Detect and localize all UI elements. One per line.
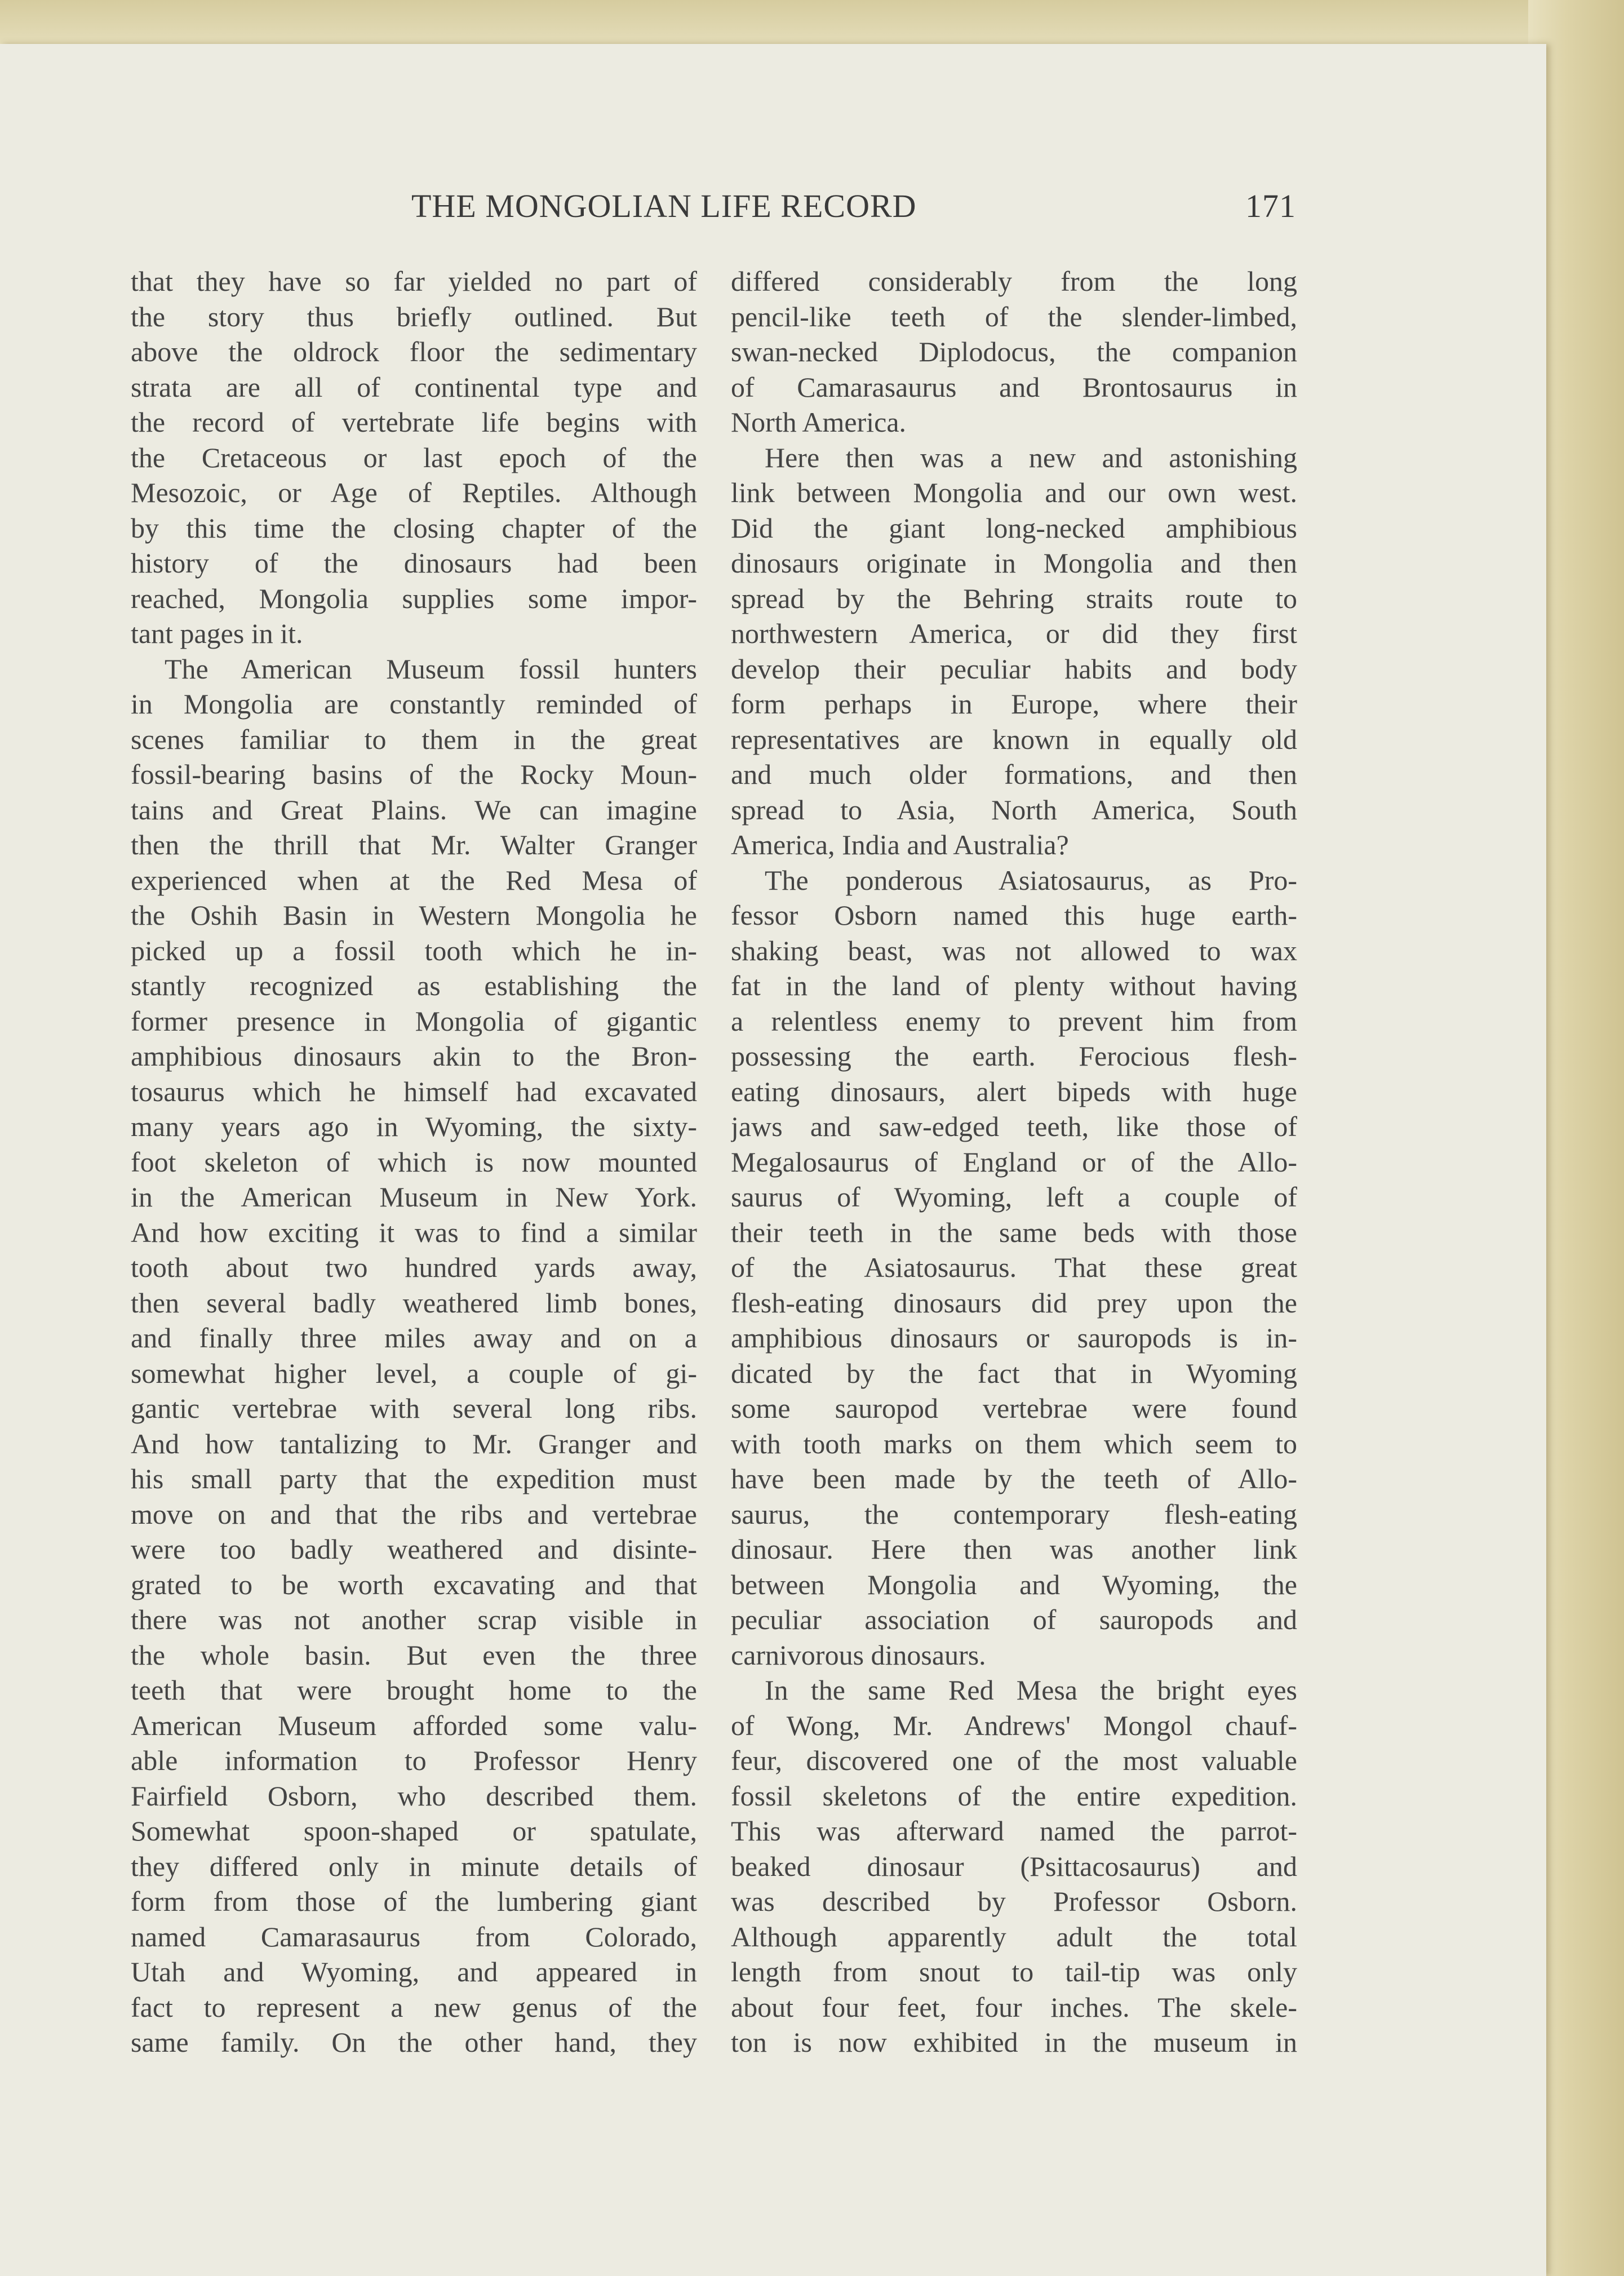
text-line: fat in the land of plenty without having [731,970,1297,1001]
text-line: the whole basin. But even the three [131,1639,697,1671]
text-line: This was afterward named the parrot- [731,1815,1297,1847]
text-line: of the Asiatosaurus. That these great [731,1252,1297,1283]
text-line: fact to represent a new genus of the [131,1991,697,2023]
text-line: foot skeleton of which is now mounted [131,1146,697,1178]
text-line: length from snout to tail-tip was only [731,1956,1297,1987]
text-line: dinosaurs originate in Mongolia and then [731,547,1297,579]
text-line: experienced when at the Red Mesa of [131,864,697,896]
text-line: have been made by the teeth of Allo- [731,1463,1297,1494]
text-line: Did the giant long-necked amphibious [731,512,1297,544]
text-line: they differed only in minute details of [131,1850,697,1882]
text-line: between Mongolia and Wyoming, the [731,1568,1297,1600]
text-line: in Mongolia are constantly reminded of [131,688,697,720]
text-line: possessing the earth. Ferocious flesh- [731,1040,1297,1072]
text-line: move on and that the ribs and vertebrae [131,1498,697,1530]
text-line: the record of vertebrate life begins with [131,406,697,438]
text-line: fessor Osborn named this huge earth- [731,899,1297,931]
text-line: fossil-bearing basins of the Rocky Moun- [131,758,697,790]
text-line: by this time the closing chapter of the [131,512,697,544]
text-line: form perhaps in Europe, where their [731,688,1297,720]
text-line: spread to Asia, North America, South [731,793,1297,826]
text-line: eating dinosaurs, alert bipeds with huge [731,1075,1297,1107]
text-line: history of the dinosaurs had been [131,547,697,579]
text-line: amphibious dinosaurs or sauropods is in- [731,1322,1297,1354]
text-line: spread by the Behring straits route to [731,582,1297,614]
text-line: form from those of the lumbering giant [131,1885,697,1917]
right-text-column [731,264,1297,2060]
text-line: ton is now exhibited in the museum in [731,2026,1297,2058]
text-line: tant pages in it. [131,618,303,649]
text-line: North America. [731,406,907,438]
text-line: that they have so far yielded no part of [131,265,697,297]
text-line: able information to Professor Henry [131,1745,697,1776]
text-line: with tooth marks on them which seem to [731,1427,1297,1459]
text-line: feur, discovered one of the most valuable [731,1745,1297,1776]
text-line: his small party that the expedition must [131,1463,697,1494]
text-line: swan-necked Diplodocus, the companion [731,336,1297,367]
text-line: shaking beast, was not allowed to wax [731,934,1297,966]
text-line: gantic vertebrae with several long ribs. [131,1392,697,1424]
text-line: peculiar association of sauropods and [731,1604,1297,1635]
text-line: differed considerably from the long [731,265,1297,297]
text-line: flesh-eating dinosaurs did prey upon the [731,1286,1297,1319]
back-sheet-edge [0,0,1624,51]
text-line: the story thus briefly outlined. But [131,300,697,332]
text-line: northwestern America, or did they first [731,618,1297,649]
text-line: tooth about two hundred yards away, [131,1252,697,1283]
text-line: saurus of Wyoming, left a couple of [731,1181,1297,1213]
text-line: stantly recognized as establishing the [131,970,697,1001]
text-line: Utah and Wyoming, and appeared in [131,1956,697,1987]
text-line: develop their peculiar habits and body [731,653,1297,685]
text-line: dicated by the fact that in Wyoming [731,1357,1297,1389]
text-line: strata are all of continental type and [131,371,697,403]
text-line: some sauropod vertebrae were found [731,1392,1297,1424]
text-line: and finally three miles away and on a [131,1322,697,1354]
text-line: were too badly weathered and disinte- [131,1533,697,1565]
text-line: saurus, the contemporary flesh-eating [731,1498,1297,1530]
text-line: named Camarasaurus from Colorado, [131,1920,697,1953]
text-line: in the American Museum in New York. [131,1181,697,1213]
page-number: 171 [1245,188,1296,224]
text-line: scenes familiar to them in the great [131,723,697,755]
text-line: above the oldrock floor the sedimentary [131,336,697,367]
text-line: Mesozoic, or Age of Reptiles. Although [131,477,697,508]
text-line: of Wong, Mr. Andrews' Mongol chauf- [731,1709,1297,1741]
text-line: of Camarasaurus and Brontosaurus in [731,371,1297,403]
book-page [0,44,1546,2276]
text-line: Megalosaurus of England or of the Allo- [731,1146,1297,1178]
text-line: there was not another scrap visible in [131,1604,697,1635]
text-line: tosaurus which he himself had excavated [131,1075,697,1107]
text-line: the Cretaceous or last epoch of the [131,441,697,473]
text-line: somewhat higher level, a couple of gi- [131,1357,697,1389]
text-line: And how exciting it was to find a similar [131,1216,697,1248]
text-line: amphibious dinosaurs akin to the Bron- [131,1040,697,1072]
text-line: In the same Red Mesa the bright eyes [765,1674,1297,1706]
text-line: many years ago in Wyoming, the sixty- [131,1111,697,1142]
text-line: Here then was a new and astonishing [765,441,1297,473]
text-line: teeth that were brought home to the [131,1674,697,1706]
text-line: their teeth in the same beds with those [731,1216,1297,1248]
text-line: picked up a fossil tooth which he in- [131,934,697,966]
text-line: America, India and Australia? [731,829,1069,860]
text-line: about four feet, four inches. The skele- [731,1991,1297,2023]
text-line: the Oshih Basin in Western Mongolia he [131,899,697,931]
text-line: then the thrill that Mr. Walter Granger [131,829,697,860]
text-line: tains and Great Plains. We can imagine [131,793,697,826]
text-line: pencil-like teeth of the slender-limbed, [731,300,1297,332]
text-line: link between Mongolia and our own west. [731,477,1297,508]
text-line: was described by Professor Osborn. [731,1885,1297,1917]
text-line: fossil skeletons of the entire expedition. [731,1780,1297,1812]
text-line: dinosaur. Here then was another link [731,1533,1297,1565]
text-line: a relentless enemy to prevent him from [731,1005,1297,1037]
text-line: representatives are known in equally old [731,723,1297,755]
text-line: The ponderous Asiatosaurus, as Pro- [765,864,1297,896]
text-line: Fairfield Osborn, who described them. [131,1780,697,1812]
text-line: and much older formations, and then [731,758,1297,790]
text-line: And how tantalizing to Mr. Granger and [131,1427,697,1459]
left-text-column [131,264,697,2060]
text-line: reached, Mongolia supplies some impor- [131,582,697,614]
text-line: then several badly weathered limb bones, [131,1286,697,1319]
text-line: Somewhat spoon-shaped or spatulate, [131,1815,697,1847]
text-line: former presence in Mongolia of gigantic [131,1005,697,1037]
running-head-title: THE MONGOLIAN LIFE RECORD [411,188,917,224]
text-line: The American Museum fossil hunters [165,653,697,685]
text-line: grated to be worth excavating and that [131,1568,697,1600]
text-line: carnivorous dinosaurs. [731,1639,986,1671]
text-line: same family. On the other hand, they [131,2026,697,2058]
text-line: jaws and saw-edged teeth, like those of [731,1111,1297,1142]
text-line: beaked dinosaur (Psittacosaurus) and [731,1850,1297,1882]
text-line: American Museum afforded some valu- [131,1709,697,1741]
text-line: Although apparently adult the total [731,1920,1297,1953]
